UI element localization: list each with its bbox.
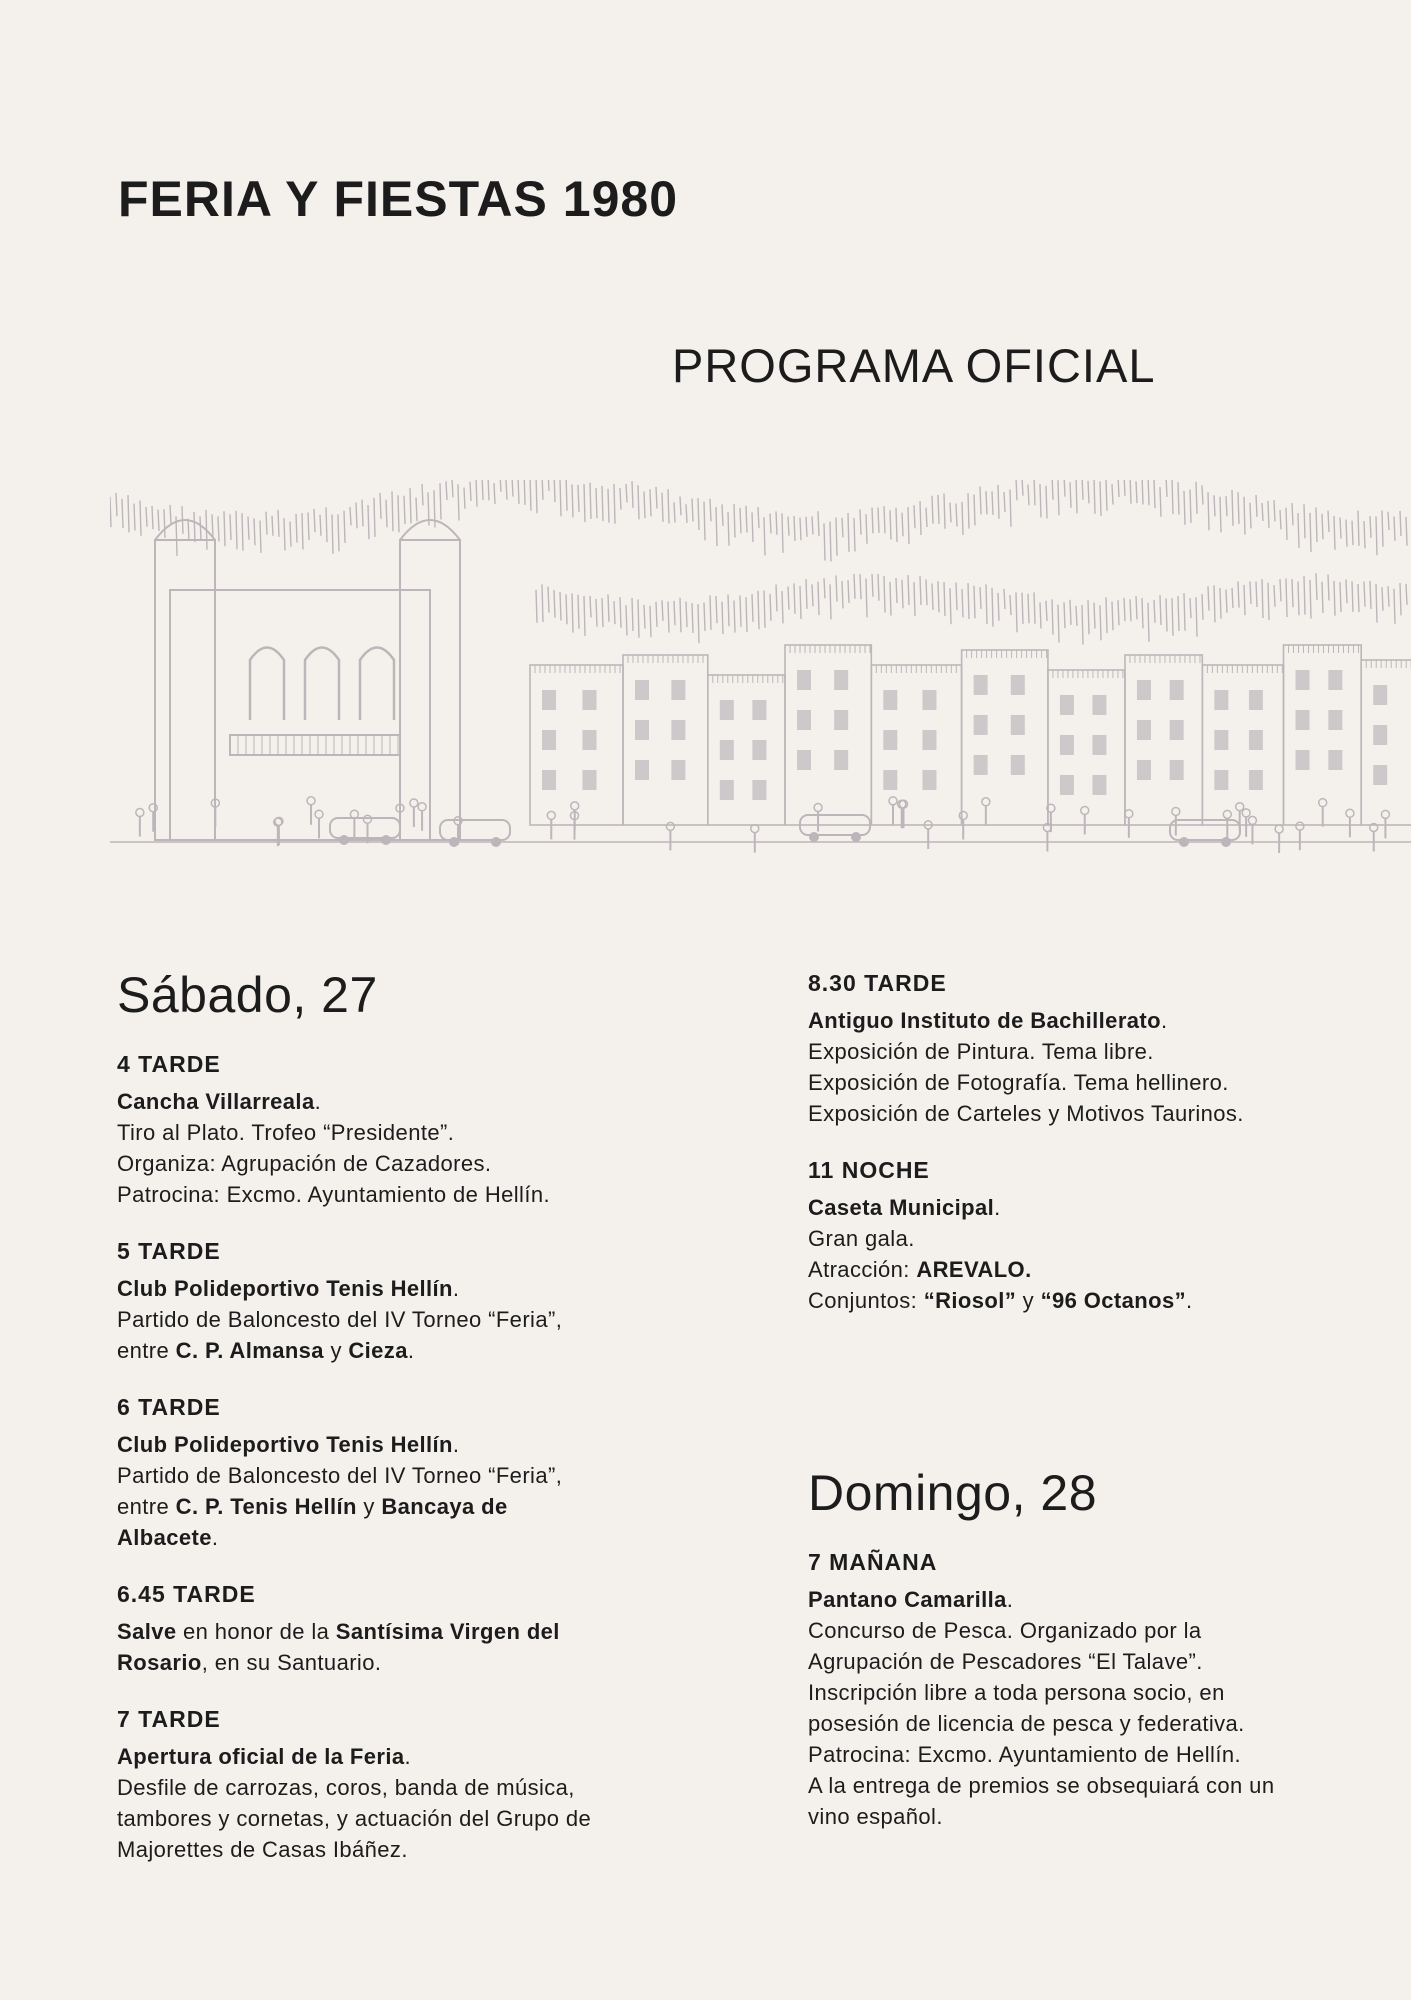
event-text-bold: AREVALO. — [916, 1257, 1032, 1282]
event-line — [808, 1192, 1368, 1223]
event-line — [808, 1098, 1368, 1129]
event-text: Partido de Baloncesto del IV Torneo “Feria”, — [117, 1463, 563, 1488]
event-text: entre — [117, 1338, 176, 1363]
event-text: Patrocina: Excmo. Ayuntamiento de Hellín. — [117, 1182, 550, 1207]
page-title: FERIA Y FIESTAS 1980 — [118, 171, 679, 227]
event-line — [117, 1772, 677, 1803]
event-text: Conjuntos: — [808, 1288, 924, 1313]
event-text: y — [323, 1338, 349, 1363]
event-text: y — [1016, 1288, 1041, 1313]
column-left — [117, 968, 677, 1865]
event-text: Exposición de Fotografía. Tema hellinero. — [808, 1070, 1229, 1095]
event-item — [117, 1706, 677, 1865]
event-text-bold: C. P. Almansa — [175, 1338, 324, 1363]
event-line — [808, 1223, 1368, 1254]
event-text: posesión de licencia de pesca y federativa. — [808, 1711, 1245, 1736]
event-line — [808, 1584, 1368, 1615]
event-text: Exposición de Carteles y Motivos Taurinos. — [808, 1101, 1244, 1126]
event-item — [117, 1581, 677, 1678]
event-text-bold: “96 Octanos” — [1040, 1288, 1186, 1313]
event-text-bold: Club Polideportivo Tenis Hellín — [117, 1432, 453, 1457]
column-right — [808, 970, 1368, 1832]
event-line — [117, 1834, 677, 1865]
event-line — [117, 1148, 677, 1179]
event-line — [808, 1739, 1368, 1770]
event-list — [117, 1051, 677, 1865]
event-line — [808, 1067, 1368, 1098]
event-text-bold: Cancha Villarreala — [117, 1089, 315, 1114]
event-line — [117, 1491, 677, 1522]
event-text-bold: Pantano Camarilla — [808, 1587, 1007, 1612]
event-item — [808, 1157, 1368, 1316]
event-line — [117, 1117, 677, 1148]
event-text: Agrupación de Pescadores “El Talave”. — [808, 1649, 1203, 1674]
event-text-bold: Rosario — [117, 1650, 202, 1675]
event-time: 7 MAÑANA — [808, 1549, 938, 1575]
event-text: Majorettes de Casas Ibáñez. — [117, 1837, 408, 1862]
event-list — [808, 1549, 1368, 1832]
event-time: 6.45 TARDE — [117, 1581, 256, 1607]
event-text-bold: Santísima Virgen del — [335, 1619, 560, 1644]
event-text: tambores y cornetas, y actuación del Grupo de — [117, 1806, 592, 1831]
event-list — [808, 970, 1368, 1316]
event-line — [808, 1801, 1368, 1832]
event-line — [808, 1615, 1368, 1646]
event-text: Atracción: — [808, 1257, 917, 1282]
event-time: 6 TARDE — [117, 1394, 221, 1420]
event-item — [117, 1394, 677, 1553]
event-text: , en su Santuario. — [201, 1650, 382, 1675]
event-text: . — [452, 1432, 460, 1457]
event-line — [117, 1304, 677, 1335]
event-text-bold: Club Polideportivo Tenis Hellín — [117, 1276, 453, 1301]
event-text: . — [1185, 1288, 1193, 1313]
event-line — [808, 1036, 1368, 1067]
event-text: Tiro al Plato. Trofeo “Presidente”. — [117, 1120, 455, 1145]
event-line — [117, 1741, 677, 1772]
day-heading: Domingo, 28 — [808, 1465, 1097, 1521]
event-text: Exposición de Pintura. Tema libre. — [808, 1039, 1154, 1064]
event-item — [808, 970, 1368, 1129]
town-street-sketch-icon — [110, 480, 1411, 885]
event-time: 4 TARDE — [117, 1051, 221, 1077]
event-line — [808, 1677, 1368, 1708]
event-text: . — [452, 1276, 460, 1301]
day-heading: Sábado, 27 — [117, 967, 378, 1023]
event-text-bold: “Riosol” — [923, 1288, 1017, 1313]
event-text-bold: C. P. Tenis Hellín — [175, 1494, 357, 1519]
event-text: . — [404, 1744, 412, 1769]
event-time: 11 NOCHE — [808, 1157, 930, 1183]
event-line — [117, 1522, 677, 1553]
event-text: entre — [117, 1494, 176, 1519]
event-text: . — [211, 1525, 219, 1550]
event-line — [808, 1285, 1368, 1316]
event-line — [808, 1708, 1368, 1739]
event-line — [117, 1803, 677, 1834]
event-text: A la entrega de premios se obsequiará con un — [808, 1773, 1275, 1798]
event-item — [117, 1238, 677, 1366]
event-line — [808, 1770, 1368, 1801]
event-text: Partido de Baloncesto del IV Torneo “Feria”, — [117, 1307, 563, 1332]
event-text-bold: Caseta Municipal — [808, 1195, 995, 1220]
event-time: 7 TARDE — [117, 1706, 221, 1732]
event-text-bold: Apertura oficial de la Feria — [117, 1744, 405, 1769]
event-text: . — [994, 1195, 1001, 1220]
event-text-bold: Antiguo Instituto de Bachillerato — [808, 1008, 1161, 1033]
event-text: . — [407, 1338, 415, 1363]
event-text: . — [314, 1089, 322, 1114]
event-text-bold: Bancaya de — [381, 1494, 508, 1519]
event-line — [117, 1273, 677, 1304]
event-line — [808, 1005, 1368, 1036]
event-line — [808, 1646, 1368, 1677]
page-subtitle: PROGRAMA OFICIAL — [672, 339, 1156, 392]
event-text: Concurso de Pesca. Organizado por la — [808, 1618, 1202, 1643]
event-text: en honor de la — [176, 1619, 336, 1644]
event-text: . — [1160, 1008, 1168, 1033]
event-time: 5 TARDE — [117, 1238, 221, 1264]
event-line — [117, 1647, 677, 1678]
event-text: vino español. — [808, 1804, 943, 1829]
event-text: Organiza: Agrupación de Cazadores. — [117, 1151, 492, 1176]
event-text: Gran gala. — [808, 1226, 915, 1251]
event-line — [117, 1086, 677, 1117]
event-line — [808, 1254, 1368, 1285]
event-text: y — [356, 1494, 382, 1519]
event-text: Desfile de carrozas, coros, banda de música, — [117, 1775, 575, 1800]
event-text: . — [1006, 1587, 1014, 1612]
event-text-bold: Cieza — [348, 1338, 408, 1363]
event-item — [117, 1051, 677, 1210]
event-text-bold: Salve — [117, 1619, 177, 1644]
event-item — [808, 1549, 1368, 1832]
event-time: 8.30 TARDE — [808, 970, 947, 996]
event-line — [117, 1460, 677, 1491]
event-line — [117, 1429, 677, 1460]
event-line — [117, 1616, 677, 1647]
event-text: Patrocina: Excmo. Ayuntamiento de Hellín. — [808, 1742, 1241, 1767]
event-line — [117, 1179, 677, 1210]
event-text: Inscripción libre a toda persona socio, en — [808, 1680, 1225, 1705]
event-line — [117, 1335, 677, 1366]
event-text-bold: Albacete — [117, 1525, 212, 1550]
